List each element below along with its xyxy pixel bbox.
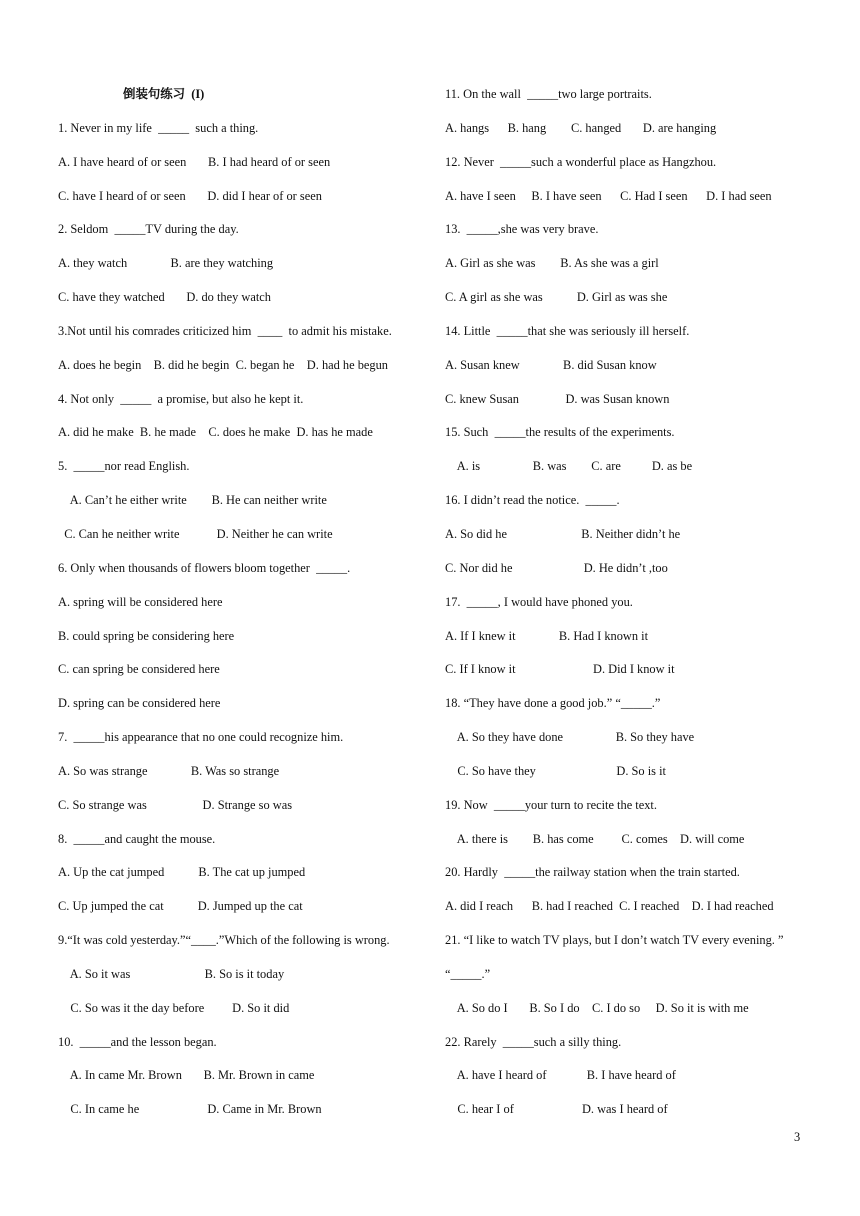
text-line: “_____.” [445,966,491,981]
text-line: C. In came he D. Came in Mr. Brown [58,1102,322,1117]
text-line: A. I have heard of or seen B. I had heard of or seen [58,154,331,169]
text-line: C. So have they D. So is it [445,763,666,778]
text-line: C. have I heard of or seen D. did I hear of or seen [58,188,322,203]
text-line: 11. On the wall _____two large portraits. [445,87,652,101]
text-line: 13. _____,she was very brave. [445,222,599,237]
text-line: 2. Seldom _____TV during the day. [58,222,239,237]
text-line: C. knew Susan D. was Susan known [445,391,670,406]
text-line: 21. “I like to watch TV plays, but I don’t watch TV every evening. ” [445,933,784,948]
text-line: 20. Hardly _____the railway station when the train started. [445,865,740,880]
text-line: 16. I didn’t read the notice. _____. [445,493,620,508]
text-line: 4. Not only _____ a promise, but also he kept it. [58,391,304,406]
text-line: 10. _____and the lesson began. [58,1034,217,1049]
text-line: A. did he make B. he made C. does he make D. has he made [58,425,373,440]
text-line: A. So they have done B. So they have [445,730,695,745]
text-line: A. does he begin B. did he begin C. began he D. had he begun [58,357,389,372]
page-number: 3 [794,1130,801,1144]
right-column [445,82,817,1131]
left-column [58,82,428,1131]
text-line: 6. Only when thousands of flowers bloom together _____. [58,560,351,575]
text-line: A. If I knew it B. Had I known it [445,628,649,643]
text-line: C. hear I of D. was I heard of [445,1102,668,1117]
text-line: A. Can’t he either write B. He can neither write [58,493,327,508]
text-line: 17. _____, I would have phoned you. [445,594,633,609]
text-line: C. If I know it D. Did I know it [445,662,675,677]
text-line: A. Susan knew B. did Susan know [445,357,657,372]
text-line: C. can spring be considered here [58,662,220,677]
text-line: A. So did he B. Neither didn’t he [445,526,681,541]
text-line: A. have I heard of B. I have heard of [445,1068,676,1083]
text-line: 9.“It was cold yesterday.”“____.”Which of the following is wrong. [58,933,390,948]
text-line: C. Up jumped the cat D. Jumped up the cat [58,899,303,914]
worksheet-title: 倒装句练习 (I) [58,87,205,101]
text-line: A. So do I B. So I do C. I do so D. So it is with me [445,1000,749,1015]
text-line: C. have they watched D. do they watch [58,290,271,305]
text-line: C. A girl as she was D. Girl as was she [445,290,668,305]
text-line: 7. _____his appearance that no one could recognize him. [58,730,344,745]
text-line: A. did I reach B. had I reached C. I reached D. I had reached [445,899,774,914]
text-line: A. spring will be considered here [58,594,223,609]
text-line: A. they watch B. are they watching [58,256,274,271]
text-line: 5. _____nor read English. [58,459,190,474]
text-line: A. So it was B. So is it today [58,966,285,981]
text-line: A. In came Mr. Brown B. Mr. Brown in came [58,1068,315,1083]
text-line: A. Girl as she was B. As she was a girl [445,256,659,271]
text-line: A. have I seen B. I have seen C. Had I seen D. I had seen [445,188,772,203]
text-line: 15. Such _____the results of the experiments. [445,425,675,440]
text-line: 18. “They have done a good job.” “_____.” [445,696,661,711]
text-line: A. Up the cat jumped B. The cat up jumped [58,865,306,880]
text-line: C. Nor did he D. He didn’t ,too [445,560,668,575]
text-line: A. So was strange B. Was so strange [58,763,280,778]
text-line: 3.Not until his comrades criticized him ____ to admit his mistake. [58,323,392,338]
text-line: C. So was it the day before D. So it did [58,1000,290,1015]
text-line: A. hangs B. hang C. hanged D. are hanging [445,120,717,135]
text-line: 1. Never in my life _____ such a thing. [58,120,259,135]
text-line: D. spring can be considered here [58,696,221,711]
text-line: 22. Rarely _____such a silly thing. [445,1034,622,1049]
text-line: A. there is B. has come C. comes D. will come [445,831,745,846]
text-line: 19. Now _____your turn to recite the text. [445,797,657,812]
text-line: 8. _____and caught the mouse. [58,831,216,846]
text-line: 12. Never _____such a wonderful place as Hangzhou. [445,154,717,169]
text-line: B. could spring be considering here [58,628,235,643]
text-line: A. is B. was C. are D. as be [445,459,693,474]
text-line: 14. Little _____that she was seriously ill herself. [445,323,690,338]
text-line: C. Can he neither write D. Neither he can write [58,526,333,541]
text-line: C. So strange was D. Strange so was [58,797,293,812]
